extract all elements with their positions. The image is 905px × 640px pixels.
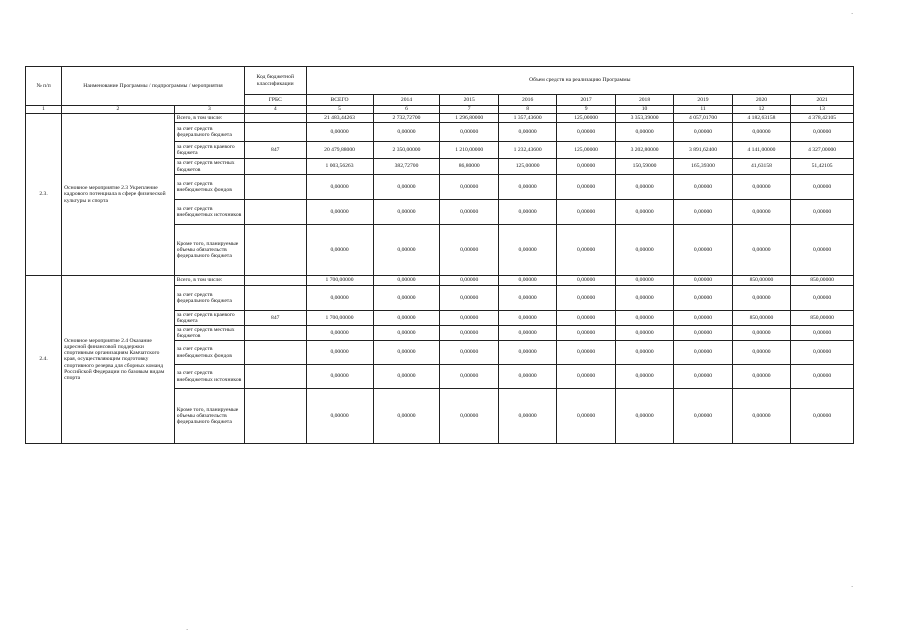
value-year: 0,00000: [440, 311, 498, 326]
value-total: 0,00000: [306, 225, 373, 276]
value-year: 0,00000: [557, 286, 615, 311]
value-year: 0,00000: [440, 341, 498, 365]
column-number: 6: [373, 106, 440, 114]
header-year: 2015: [440, 95, 498, 106]
value-year: 0,00000: [557, 276, 615, 286]
funding-source: за счет средств краевого бюджета: [174, 311, 244, 326]
value-year: 2 732,72700: [373, 114, 440, 123]
header-year: 2014: [373, 95, 440, 106]
value-year: 86,80000: [440, 159, 498, 175]
value-year: 0,00000: [791, 365, 854, 389]
value-total: 0,00000: [306, 341, 373, 365]
funding-source: за счет средств внебюджетных источников: [174, 200, 244, 225]
value-year: 0,00000: [373, 225, 440, 276]
value-year: 0,00000: [557, 389, 615, 444]
funding-source: за счет средств внебюджетных фондов: [174, 175, 244, 200]
value-year: 4 327,00000: [791, 142, 854, 159]
value-year: 0,00000: [373, 123, 440, 142]
value-year: 4 182,63158: [732, 114, 790, 123]
header-year: 2021: [791, 95, 854, 106]
value-year: 0,00000: [615, 225, 673, 276]
value-year: 0,00000: [732, 326, 790, 341]
column-number: 13: [791, 106, 854, 114]
value-year: 0,00000: [791, 326, 854, 341]
column-number: 2: [62, 106, 175, 114]
grbs-code: [244, 326, 306, 341]
value-year: 382,72700: [373, 159, 440, 175]
value-year: 0,00000: [615, 389, 673, 444]
value-total: 1 700,00000: [306, 311, 373, 326]
value-total: 1 003,56263: [306, 159, 373, 175]
header-year: 2020: [732, 95, 790, 106]
value-year: 0,00000: [373, 326, 440, 341]
header-name: Наименование Программы / подпрограммы / мероприятия: [62, 67, 245, 106]
value-year: 3 891,62400: [674, 142, 732, 159]
column-number: 3: [174, 106, 244, 114]
value-year: 3 202,80000: [615, 142, 673, 159]
value-year: 0,00000: [440, 200, 498, 225]
value-year: 0,00000: [791, 341, 854, 365]
value-year: 850,00000: [732, 311, 790, 326]
value-year: 0,00000: [615, 123, 673, 142]
value-year: 0,00000: [498, 123, 556, 142]
grbs-code: 847: [244, 142, 306, 159]
value-year: 0,00000: [674, 341, 732, 365]
grbs-code: 847: [244, 311, 306, 326]
value-year: 0,00000: [674, 276, 732, 286]
value-year: 0,00000: [732, 389, 790, 444]
header-volume: Объем средств на реализацию Программы: [306, 67, 853, 95]
value-year: 0,00000: [440, 123, 498, 142]
section-name: Основное мероприятие 2.3 Укрепление кадрового потенциала в сфере физической культуры и спорта: [62, 114, 175, 276]
value-total: 0,00000: [306, 389, 373, 444]
funding-source: Всего, в том числе:: [174, 276, 244, 286]
value-year: 0,00000: [732, 175, 790, 200]
value-year: 0,00000: [791, 225, 854, 276]
value-total: 0,00000: [306, 286, 373, 311]
value-year: 0,00000: [732, 225, 790, 276]
grbs-code: [244, 286, 306, 311]
value-year: 0,00000: [557, 123, 615, 142]
value-year: 0,00000: [498, 311, 556, 326]
scan-speck: ·: [186, 626, 189, 634]
value-year: 0,00000: [440, 365, 498, 389]
header-year: 2019: [674, 95, 732, 106]
value-year: 0,00000: [373, 286, 440, 311]
value-year: 0,00000: [674, 225, 732, 276]
value-year: 0,00000: [732, 365, 790, 389]
value-year: 0,00000: [791, 123, 854, 142]
value-year: 0,00000: [498, 175, 556, 200]
column-number: 10: [615, 106, 673, 114]
grbs-code: [244, 365, 306, 389]
value-year: 0,00000: [674, 389, 732, 444]
header-year: 2017: [557, 95, 615, 106]
funding-source: Кроме того, планируемые объемы обязательств федерального бюджета: [174, 389, 244, 444]
value-year: 1 357,43600: [498, 114, 556, 123]
value-year: 3 353,39000: [615, 114, 673, 123]
value-year: 0,00000: [791, 286, 854, 311]
value-year: 0,00000: [615, 311, 673, 326]
value-year: 0,00000: [373, 175, 440, 200]
value-year: 0,00000: [674, 365, 732, 389]
value-year: 2 350,00000: [373, 142, 440, 159]
column-number: 9: [557, 106, 615, 114]
value-year: 0,00000: [615, 175, 673, 200]
value-year: 0,00000: [440, 389, 498, 444]
value-total: 0,00000: [306, 123, 373, 142]
grbs-code: [244, 159, 306, 175]
value-year: 0,00000: [498, 225, 556, 276]
scan-speck: ·: [851, 583, 854, 591]
value-year: 0,00000: [732, 286, 790, 311]
value-year: 0,00000: [732, 123, 790, 142]
section-number: 2.3.: [26, 114, 62, 276]
value-year: 1 296,80000: [440, 114, 498, 123]
value-year: 1 210,00000: [440, 142, 498, 159]
value-year: 850,00000: [791, 276, 854, 286]
value-total: 0,00000: [306, 200, 373, 225]
value-year: 0,00000: [791, 175, 854, 200]
value-year: 1 232,43600: [498, 142, 556, 159]
value-year: 4 141,00000: [732, 142, 790, 159]
table-row: [26, 276, 854, 286]
value-total: 21 483,44263: [306, 114, 373, 123]
value-year: 125,00000: [557, 114, 615, 123]
value-year: 0,00000: [373, 389, 440, 444]
header-num: № п/п: [26, 67, 62, 106]
value-year: 0,00000: [791, 200, 854, 225]
value-year: 0,00000: [373, 200, 440, 225]
value-year: 0,00000: [674, 123, 732, 142]
section-number: 2.4.: [26, 276, 62, 444]
value-year: 0,00000: [440, 276, 498, 286]
funding-source: за счет средств местных бюджетов: [174, 159, 244, 175]
value-year: 0,00000: [732, 200, 790, 225]
value-year: 0,00000: [498, 286, 556, 311]
funding-source: за счет средств внебюджетных фондов: [174, 341, 244, 365]
value-total: 0,00000: [306, 365, 373, 389]
budget-table: [25, 66, 854, 444]
value-year: 0,00000: [615, 276, 673, 286]
funding-source: за счет средств федерального бюджета: [174, 123, 244, 142]
value-year: 0,00000: [615, 326, 673, 341]
value-year: 0,00000: [674, 286, 732, 311]
column-number: 7: [440, 106, 498, 114]
value-year: 0,00000: [615, 341, 673, 365]
value-year: 0,00000: [791, 389, 854, 444]
value-year: 850,00000: [791, 311, 854, 326]
grbs-code: [244, 225, 306, 276]
value-year: 0,00000: [498, 200, 556, 225]
value-year: 0,00000: [674, 200, 732, 225]
funding-source: Всего, в том числе:: [174, 114, 244, 123]
grbs-code: [244, 200, 306, 225]
value-year: 0,00000: [615, 200, 673, 225]
value-year: 4 057,01700: [674, 114, 732, 123]
value-total: 0,00000: [306, 175, 373, 200]
value-year: 0,00000: [440, 326, 498, 341]
value-year: 0,00000: [615, 365, 673, 389]
value-year: 0,00000: [557, 175, 615, 200]
value-year: 0,00000: [373, 311, 440, 326]
value-total: 1 700,00000: [306, 276, 373, 286]
value-year: 0,00000: [498, 389, 556, 444]
funding-source: Кроме того, планируемые объемы обязательств федерального бюджета: [174, 225, 244, 276]
grbs-code: [244, 114, 306, 123]
value-year: 0,00000: [498, 365, 556, 389]
column-number: 5: [306, 106, 373, 114]
value-year: 0,00000: [732, 341, 790, 365]
value-year: 0,00000: [557, 225, 615, 276]
value-year: 0,00000: [557, 311, 615, 326]
grbs-code: [244, 175, 306, 200]
value-year: 4 378,42105: [791, 114, 854, 123]
header-year: 2018: [615, 95, 673, 106]
grbs-code: [244, 389, 306, 444]
value-year: 0,00000: [440, 175, 498, 200]
value-year: 0,00000: [557, 159, 615, 175]
header-grbs: ГРБС: [244, 95, 306, 106]
value-year: 0,00000: [557, 341, 615, 365]
header-code: Код бюджетной классификации: [244, 67, 306, 95]
value-year: 0,00000: [498, 276, 556, 286]
value-year: 0,00000: [557, 365, 615, 389]
column-number: 4: [244, 106, 306, 114]
funding-source: за счет средств федерального бюджета: [174, 286, 244, 311]
value-year: 0,00000: [674, 326, 732, 341]
value-year: 0,00000: [615, 286, 673, 311]
funding-source: за счет средств внебюджетных источников: [174, 365, 244, 389]
table-row: [26, 114, 854, 123]
value-total: 0,00000: [306, 326, 373, 341]
section-name: Основное мероприятие 2.4 Оказание адресной финансовой поддержки спортивным организациям Камчатского края, осуществляющим подготовку спортивного резерва для сборных команд Российской Федерации по базовым видам спорта: [62, 276, 175, 444]
column-number: 12: [732, 106, 790, 114]
column-number: 8: [498, 106, 556, 114]
value-year: 0,00000: [498, 326, 556, 341]
value-year: 51,42105: [791, 159, 854, 175]
value-year: 0,00000: [557, 326, 615, 341]
value-year: 0,00000: [373, 276, 440, 286]
value-year: 0,00000: [440, 225, 498, 276]
column-number: 11: [674, 106, 732, 114]
value-year: 0,00000: [498, 341, 556, 365]
header-row-1: [26, 67, 854, 95]
value-year: 0,00000: [373, 341, 440, 365]
grbs-code: [244, 341, 306, 365]
scan-speck: ·: [851, 10, 854, 18]
column-number: 1: [26, 106, 62, 114]
value-year: 165,39300: [674, 159, 732, 175]
value-year: 150,59000: [615, 159, 673, 175]
value-year: 0,00000: [557, 200, 615, 225]
value-year: 850,00000: [732, 276, 790, 286]
value-total: 20 479,88000: [306, 142, 373, 159]
grbs-code: [244, 123, 306, 142]
value-year: 0,00000: [373, 365, 440, 389]
funding-source: за счет средств краевого бюджета: [174, 142, 244, 159]
value-year: 125,00000: [557, 142, 615, 159]
value-year: 0,00000: [674, 311, 732, 326]
value-year: 41,63158: [732, 159, 790, 175]
grbs-code: [244, 276, 306, 286]
header-total: ВСЕГО: [306, 95, 373, 106]
funding-source: за счет средств местных бюджетов: [174, 326, 244, 341]
header-year: 2016: [498, 95, 556, 106]
value-year: 125,00000: [498, 159, 556, 175]
value-year: 0,00000: [674, 175, 732, 200]
value-year: 0,00000: [440, 286, 498, 311]
column-number-row: [26, 106, 854, 114]
